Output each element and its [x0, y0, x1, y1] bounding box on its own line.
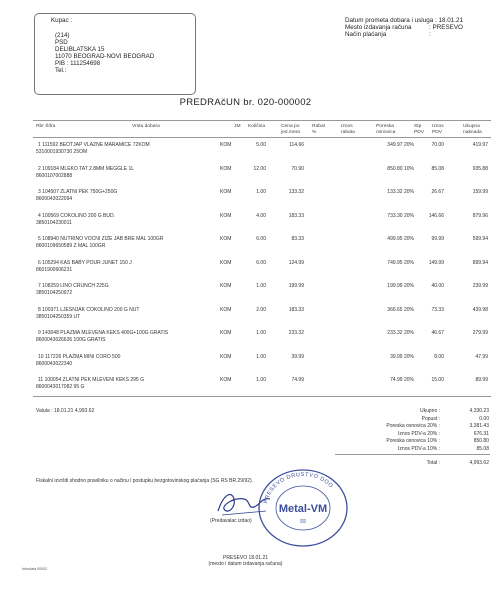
row-qty: 1.00: [256, 283, 266, 289]
row-unit: KOM: [220, 236, 232, 242]
totals-value: 0.00: [479, 415, 489, 422]
customer-city: 11070 BEOGRAD-NOVI BEOGRAD: [55, 53, 155, 60]
row-unit: KOM: [220, 165, 232, 172]
row-vat: 26.67: [431, 189, 444, 195]
row-price: 183.33: [288, 306, 304, 313]
payment-label: Način plaćanja: [345, 31, 387, 39]
row-item-barcode: 3850104250359 UT: [36, 313, 81, 320]
totals-label: Iznos PDV-a 20% :: [398, 430, 440, 437]
row-item-barcode: 8601900606231: [36, 266, 73, 273]
row-base: 499.95 20%: [387, 236, 414, 242]
row-total: 935.88: [472, 165, 488, 172]
row-unit: KOM: [220, 353, 232, 360]
row-qty: 1.00: [256, 189, 266, 195]
customer-pib: PIB : 111254698: [55, 60, 101, 67]
totals-label: Popust :: [421, 415, 440, 422]
totals-label: Iznos PDV-a 10% :: [398, 445, 440, 452]
totals-label: Poreska osnovica 20% :: [386, 423, 440, 429]
header-rabat: Rabat %: [312, 124, 326, 135]
row-vat: 8.00: [434, 353, 444, 360]
row-unit: KOM: [220, 330, 232, 336]
row-unit: KOM: [220, 189, 232, 195]
customer-box: [34, 13, 196, 95]
place-value: : PRESEVO: [429, 24, 463, 32]
row-item-desc: 4 100569 COKOLINO 200 G BUD.: [38, 212, 115, 219]
signature-label: (Predavalac izdao): [210, 518, 252, 524]
row-item-barcode: 8600107002888: [36, 172, 73, 179]
row-item-barcode: 8600043022094: [36, 196, 73, 202]
row-item-barcode: 3850104230011: [36, 219, 72, 226]
row-price: 70.90: [291, 165, 304, 172]
header-price: Cena po jed.mera: [281, 124, 301, 135]
row-qty: 5.00: [256, 142, 266, 148]
delivery-date-label: Datum prometa dobara i usluga :: [345, 17, 437, 24]
customer-tel: Tel.:: [55, 67, 67, 74]
customer-code: (214): [55, 32, 70, 39]
customer-street: DELIBLATSKA 15: [55, 46, 105, 53]
row-total: 599.94: [472, 236, 488, 242]
totals-value: 85.08: [476, 445, 489, 452]
row-base: 199.99 20%: [387, 283, 414, 289]
document-title: PREDRAčUN br. 020-000002: [179, 97, 312, 108]
row-qty: 6.00: [256, 236, 266, 242]
place-date: [0, 555, 491, 567]
table-top-rule: [33, 120, 491, 121]
legal-note: Fiskalni izvršiti shodno pravilniku o načinu i postupku bezgotovinskog plaćanja (SG RS BR.29/92).: [36, 478, 254, 484]
svg-text:PRESEVO DRUSTVO DOO: [263, 472, 334, 504]
row-total: 239.99: [472, 283, 488, 289]
row-qty: 1.00: [256, 377, 266, 383]
row-item-barcode: 8600043022340: [36, 360, 73, 367]
row-qty: 1.00: [256, 330, 266, 336]
table-header-rule: [33, 137, 491, 138]
totals-label: Ukupno :: [419, 408, 440, 414]
row-item-desc: 9 143048 PLAZMA MLEVENA KEKS 400G+100G GRATIS: [38, 330, 169, 336]
row-item-desc: 2 109184 MLEKO TAT 2.8MM MEGGLE 1L: [38, 165, 135, 172]
row-item-desc: 6 105294 KAS BABY POUR JUNET 150 J: [38, 259, 132, 266]
row-vat: 73.33: [431, 306, 444, 313]
invoice-meta: [345, 17, 463, 39]
row-total: 879.96: [472, 212, 488, 219]
row-item-desc: 1 111592 BEOTJAP VLAZNE MARAMICE 72KOM: [38, 142, 150, 148]
header-pdv: Iznos PDV: [432, 124, 444, 135]
row-total: 89.99: [475, 377, 488, 383]
company-stamp: [255, 468, 351, 548]
valuta-line: Valuta : 18.01.21 4,993.62: [36, 408, 95, 414]
row-item-desc: 5 108940 NUTRINO VOCNI ZIZE JAB BRE MAL 100GR: [38, 236, 164, 242]
row-base: 366.65 20%: [387, 306, 414, 313]
header-base: Poreska osnovica: [376, 124, 396, 135]
row-total: 47.99: [475, 353, 488, 360]
row-price: 233.32: [288, 330, 304, 336]
header-total: Ukupna naknada: [463, 124, 482, 135]
row-vat: 15.00: [431, 377, 444, 383]
row-unit: KOM: [220, 306, 232, 313]
row-qty: 4.00: [256, 212, 266, 219]
row-item-barcode: 8600043017082 95 G: [36, 384, 85, 390]
row-item-desc: 7 108259 LINO CRUNCH 225G: [38, 283, 109, 289]
totals-label: Poreska osnovica 10% :: [386, 438, 440, 444]
row-base: 133.32 20%: [387, 189, 414, 195]
row-qty: 6.00: [256, 259, 266, 266]
row-item-barcode: 3850104250972: [36, 290, 73, 296]
row-base: 74.99 20%: [390, 377, 414, 383]
header-rb: Rbr Šifra: [36, 124, 56, 129]
place-date-value: PRESEVO 18.01.21: [222, 555, 269, 561]
row-total: 419.97: [472, 142, 488, 148]
row-total: 439.98: [472, 306, 488, 313]
row-qty: 1.00: [256, 353, 266, 360]
place-date-caption: (mesto i datum izdavanja računa): [208, 561, 283, 567]
totals-value: 676.31: [473, 430, 489, 437]
row-vat: 85.08: [431, 165, 444, 172]
row-base: 733.30 20%: [387, 212, 414, 219]
svg-text:III: III: [300, 519, 306, 525]
row-price: 199.99: [288, 283, 304, 289]
row-price: 83.33: [291, 236, 304, 242]
row-price: 124.99: [288, 259, 304, 266]
header-jm: JM: [234, 124, 241, 129]
row-price: 133.32: [288, 189, 304, 195]
row-total: 159.99: [472, 189, 488, 195]
row-vat: 149.99: [428, 259, 444, 266]
footnote: Infordata 00002: [22, 567, 48, 571]
totals-rule: [335, 454, 490, 455]
place-label: Mesto izdavanja računa: [345, 24, 412, 32]
row-unit: KOM: [220, 259, 232, 266]
totals-value: 3,381.43: [469, 423, 489, 429]
row-unit: KOM: [220, 212, 232, 219]
row-item-desc: 8 100371 LJESNJAK COKOLINO 200 G NUT: [38, 306, 140, 313]
row-item-desc: 3 104507 ZLATNI PEK 750G+250G: [38, 189, 118, 195]
row-base: 233.32 20%: [387, 330, 414, 336]
row-base: 39.99 20%: [390, 353, 414, 360]
row-unit: KOM: [220, 377, 232, 383]
row-vat: 70.00: [431, 142, 444, 148]
customer-name: PSD: [55, 39, 68, 46]
table-bottom-rule: [33, 396, 491, 397]
row-item-barcode: 5310001930730 25OM: [36, 149, 88, 155]
row-base: 349.97 20%: [387, 142, 414, 148]
totals-value: 4,330.23: [469, 408, 489, 414]
header-qty: Količina: [248, 124, 266, 129]
row-vat: 99.99: [431, 236, 444, 242]
grand-total-value: 4,993.62: [469, 460, 489, 466]
row-price: 39.99: [291, 353, 304, 360]
delivery-date-value: 18.01.21: [438, 17, 463, 24]
row-vat: 40.00: [431, 283, 444, 289]
row-item-desc: 11 100054 ZLATNI PEK MLEVENI KEKS 295 G: [38, 377, 144, 383]
header-desc: Vrsta dobara: [132, 124, 160, 129]
row-price: 74.99: [291, 377, 304, 383]
customer-label: Kupac :: [51, 17, 72, 24]
row-qty: 2.00: [256, 306, 266, 313]
row-base: 850.80 10%: [387, 165, 414, 172]
payment-value: :: [429, 31, 431, 39]
stamp-name: Metal-VM: [278, 503, 328, 515]
row-unit: KOM: [220, 283, 232, 289]
row-vat: 146.66: [428, 212, 444, 219]
header-stopa: Stp PDV: [414, 124, 425, 135]
totals-value: 850.80: [473, 438, 489, 444]
row-price: 114.66: [289, 142, 304, 148]
row-qty: 12.00: [253, 165, 266, 172]
row-item-barcode: 8600043026636 100G GRATIS: [36, 337, 106, 343]
row-vat: 46.67: [431, 330, 444, 336]
row-unit: KOM: [220, 142, 232, 148]
header-iznos-rabata: Iznos rabata: [341, 124, 355, 135]
row-item-barcode: 8600109650589 Z MAL 100GR: [36, 243, 106, 249]
row-total: 899.94: [472, 259, 488, 266]
row-item-desc: 10 117226 PLAZMA MINI CORO 500: [38, 353, 121, 360]
row-total: 279.99: [472, 330, 488, 336]
stamp-ring-text: PRESEVO DRUSTVO DOO: [263, 471, 335, 505]
row-base: 749.95 20%: [387, 259, 414, 266]
grand-total-label: Total :: [426, 460, 440, 466]
row-price: 183.33: [288, 212, 304, 219]
